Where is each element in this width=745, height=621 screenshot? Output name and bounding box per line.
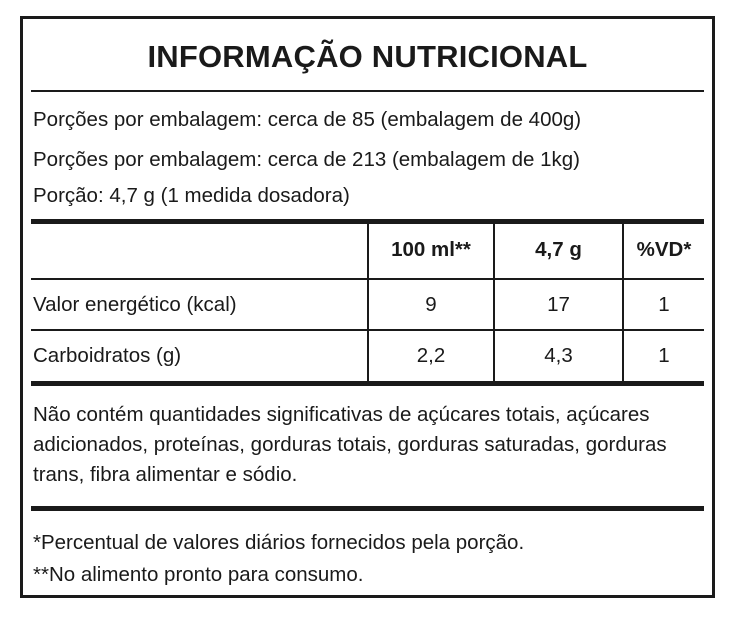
footnote-ready: **No alimento pronto para consumo.	[33, 563, 364, 586]
row-value-portion: 4,3	[494, 330, 623, 381]
table-header-row	[31, 222, 704, 279]
header-cell-vd: %VD*	[623, 222, 704, 279]
title-divider	[31, 90, 704, 92]
footnote-vd: *Percentual de valores diários fornecidos pela porção.	[33, 531, 525, 554]
row-value-vd: 1	[623, 330, 704, 381]
row-label: Valor energético (kcal)	[31, 279, 368, 330]
header-cell-100ml: 100 ml**	[368, 222, 494, 279]
header-cell-nutrient	[31, 222, 368, 279]
servings-1kg: Porções por embalagem: cerca de 213 (embalagem de 1kg)	[33, 148, 580, 171]
row-value-100ml: 2,2	[368, 330, 494, 381]
nutrition-table	[31, 222, 704, 381]
table-row-carbs	[31, 330, 704, 381]
row-value-100ml: 9	[368, 279, 494, 330]
nutrition-facts-panel	[20, 16, 715, 598]
servings-400g: Porções por embalagem: cerca de 85 (embalagem de 400g)	[33, 108, 582, 131]
table-row-energy	[31, 279, 704, 330]
serving-size: Porção: 4,7 g (1 medida dosadora)	[33, 184, 350, 207]
absence-note: Não contém quantidades significativas de açúcares totais, açúcares adicionados, proteínas, gorduras totais, gorduras saturadas, gorduras trans, fibra alimentar e sódio.	[33, 403, 667, 486]
table-bottom-divider	[31, 381, 704, 386]
row-value-vd: 1	[623, 279, 704, 330]
panel-title: INFORMAÇÃO NUTRICIONAL	[147, 39, 588, 74]
row-value-portion: 17	[494, 279, 623, 330]
header-cell-portion: 4,7 g	[494, 222, 623, 279]
footnote-divider	[31, 506, 704, 511]
row-label: Carboidratos (g)	[31, 330, 368, 381]
